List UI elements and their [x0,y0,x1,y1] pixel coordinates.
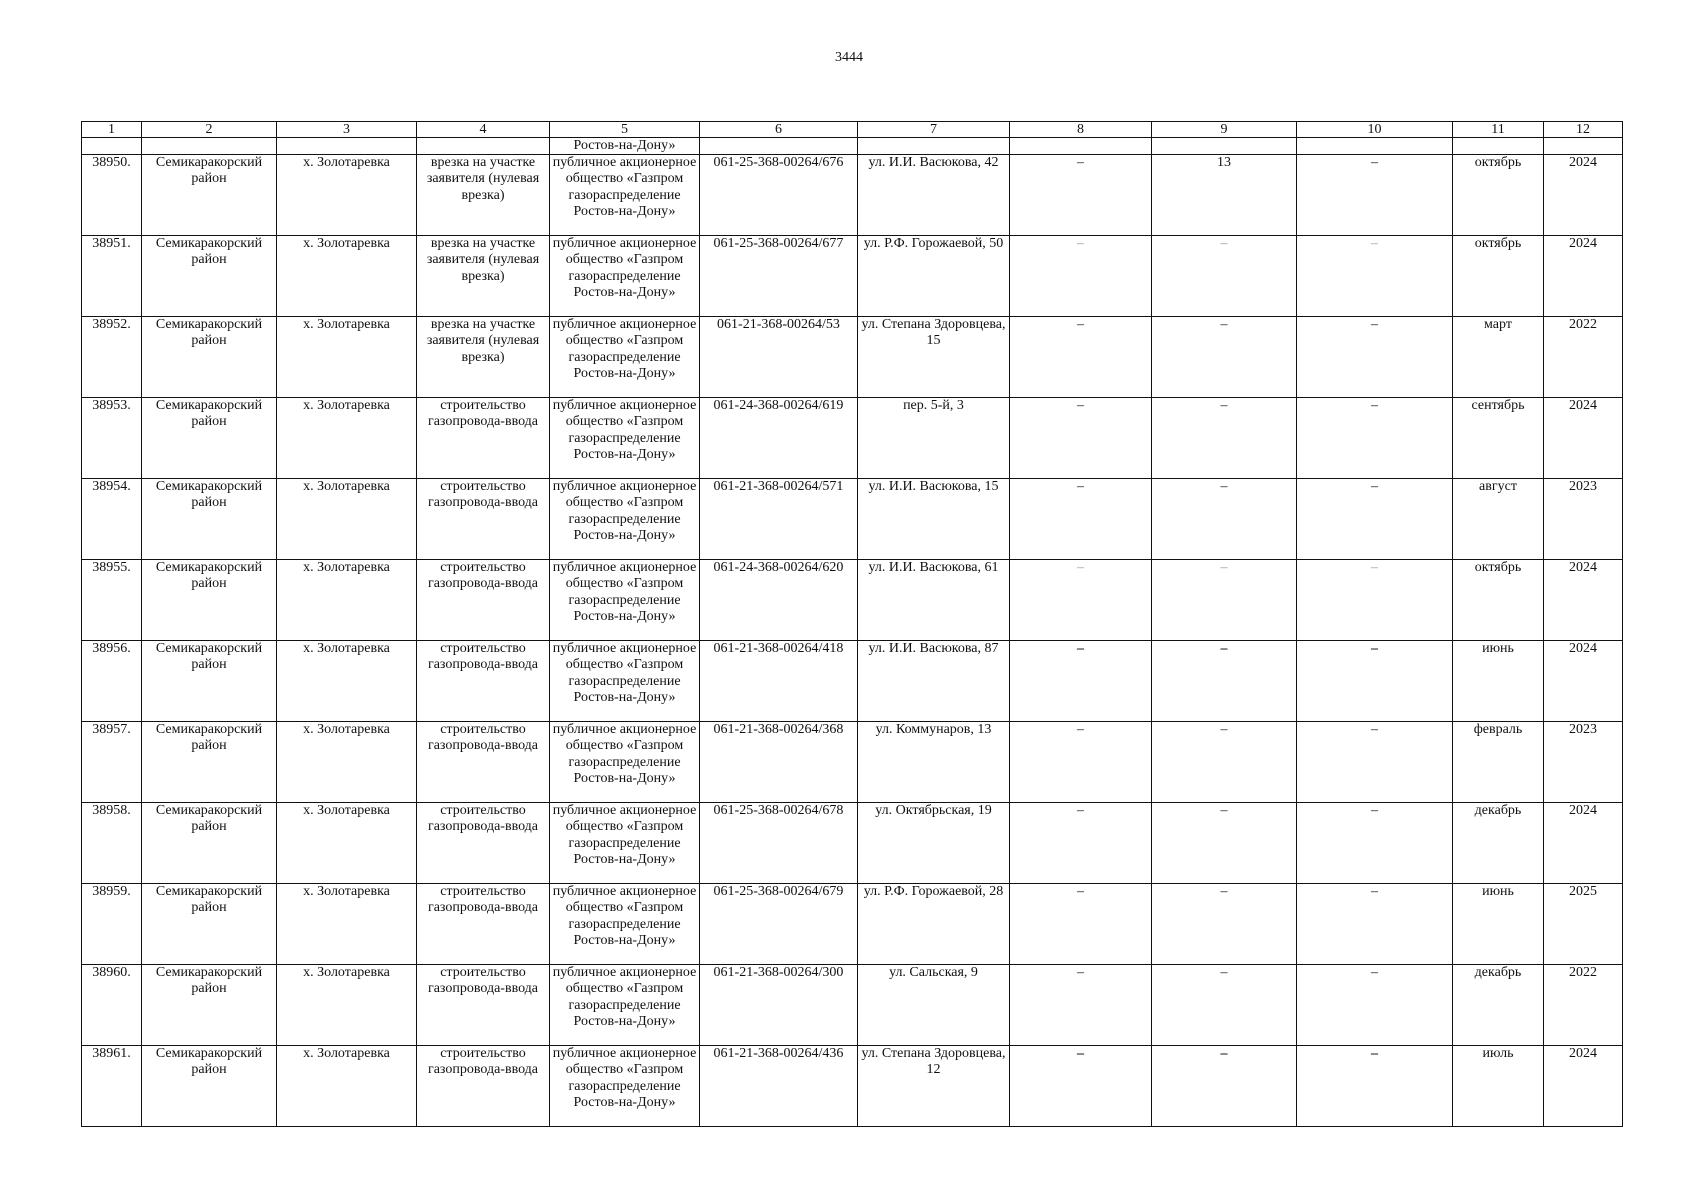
district-cell: Семикаракорский район [142,803,277,884]
address-cell: ул. Степана Здоровцева, 15 [858,317,1010,398]
code-cell: 061-24-368-00264/620 [700,560,858,641]
district-cell: Семикаракорский район [142,398,277,479]
row-number-cell: 38958. [82,803,142,884]
settlement-cell: х. Золотаревка [277,398,417,479]
col10-cell: – [1297,722,1453,803]
district-cell: Семикаракорский район [142,884,277,965]
year-cell: 2024 [1544,560,1623,641]
district-cell: Семикаракорский район [142,560,277,641]
table-row [82,641,1623,722]
code-cell: 061-21-368-00264/53 [700,317,858,398]
col8-cell: – [1010,1046,1152,1127]
row-number-cell: 38956. [82,641,142,722]
column-header: 4 [417,122,550,138]
row-number-cell: 38953. [82,398,142,479]
column-header: 12 [1544,122,1623,138]
address-cell: ул. И.И. Васюкова, 87 [858,641,1010,722]
code-cell: 061-21-368-00264/436 [700,1046,858,1127]
code-cell: 061-24-368-00264/619 [700,398,858,479]
work-type-cell: строительство газопровода-ввода [417,398,550,479]
work-type-cell: строительство газопровода-ввода [417,722,550,803]
row-number-cell: 38951. [82,236,142,317]
district-cell: Семикаракорский район [142,965,277,1046]
col10-cell: – [1297,317,1453,398]
year-cell: 2024 [1544,803,1623,884]
settlement-cell: х. Золотаревка [277,641,417,722]
owner-cell: публичное акционерное общество «Газпром газораспределение Ростов-на-Дону» [550,884,700,965]
row-number-cell: 38950. [82,155,142,236]
settlement-cell: х. Золотаревка [277,236,417,317]
page-number: 3444 [835,50,863,65]
settlement-cell: х. Золотаревка [277,803,417,884]
row-number-cell: 38961. [82,1046,142,1127]
col10-cell: – [1297,803,1453,884]
owner-cell: публичное акционерное общество «Газпром газораспределение Ростов-на-Дону» [550,317,700,398]
col9-cell: – [1152,236,1297,317]
district-cell: Семикаракорский район [142,1046,277,1127]
table-row [82,398,1623,479]
address-cell: ул. И.И. Васюкова, 15 [858,479,1010,560]
col10-cell: – [1297,884,1453,965]
owner-cell: публичное акционерное общество «Газпром газораспределение Ростов-на-Дону» [550,560,700,641]
owner-cell: публичное акционерное общество «Газпром газораспределение Ростов-на-Дону» [550,722,700,803]
column-number-row [82,122,1623,138]
month-cell: декабрь [1453,965,1544,1046]
code-cell: 061-25-368-00264/677 [700,236,858,317]
settlement-cell: х. Золотаревка [277,965,417,1046]
year-cell: 2024 [1544,398,1623,479]
col9-cell: – [1152,560,1297,641]
settlement-cell: х. Золотаревка [277,1046,417,1127]
col10-cell: – [1297,155,1453,236]
col8-cell: – [1010,317,1152,398]
address-cell: ул. Сальская, 9 [858,965,1010,1046]
month-cell: март [1453,317,1544,398]
settlement-cell: х. Золотаревка [277,155,417,236]
work-type-cell: строительство газопровода-ввода [417,965,550,1046]
owner-cell: публичное акционерное общество «Газпром газораспределение Ростов-на-Дону» [550,155,700,236]
settlement-cell: х. Золотаревка [277,317,417,398]
code-cell: 061-25-368-00264/676 [700,155,858,236]
district-cell: Семикаракорский район [142,236,277,317]
month-cell: июль [1453,1046,1544,1127]
col8-cell: – [1010,479,1152,560]
year-cell: 2022 [1544,965,1623,1046]
table-row [82,884,1623,965]
continuation-cell: Ростов-на-Дону» [550,138,700,155]
col9-cell: – [1152,398,1297,479]
col10-cell: – [1297,398,1453,479]
owner-cell: публичное акционерное общество «Газпром газораспределение Ростов-на-Дону» [550,479,700,560]
table-row [82,236,1623,317]
row-number-cell: 38960. [82,965,142,1046]
table-row [82,803,1623,884]
column-header: 10 [1297,122,1453,138]
owner-cell: публичное акционерное общество «Газпром газораспределение Ростов-на-Дону» [550,1046,700,1127]
row-number-cell: 38959. [82,884,142,965]
address-cell: ул. Степана Здоровцева, 12 [858,1046,1010,1127]
row-number-cell: 38955. [82,560,142,641]
year-cell: 2024 [1544,155,1623,236]
col9-cell: – [1152,965,1297,1046]
column-header: 3 [277,122,417,138]
col8-cell: – [1010,236,1152,317]
col9-cell: – [1152,317,1297,398]
registry-body [82,138,1623,1127]
row-number-cell: 38952. [82,317,142,398]
work-type-cell: строительство газопровода-ввода [417,560,550,641]
table-row [82,560,1623,641]
address-cell: ул. Коммунаров, 13 [858,722,1010,803]
work-type-cell: врезка на участке заявителя (нулевая врезка) [417,236,550,317]
work-type-cell: строительство газопровода-ввода [417,641,550,722]
address-cell: ул. И.И. Васюкова, 61 [858,560,1010,641]
work-type-cell: строительство газопровода-ввода [417,479,550,560]
work-type-cell: строительство газопровода-ввода [417,884,550,965]
col9-cell: – [1152,479,1297,560]
column-header: 6 [700,122,858,138]
col8-cell: – [1010,803,1152,884]
col9-cell: – [1152,641,1297,722]
district-cell: Семикаракорский район [142,479,277,560]
work-type-cell: строительство газопровода-ввода [417,1046,550,1127]
owner-cell: публичное акционерное общество «Газпром газораспределение Ростов-на-Дону» [550,236,700,317]
col9-cell: – [1152,884,1297,965]
col8-cell: – [1010,722,1152,803]
table-row [82,479,1623,560]
month-cell: июнь [1453,884,1544,965]
year-cell: 2024 [1544,641,1623,722]
month-cell: июнь [1453,641,1544,722]
month-cell: октябрь [1453,560,1544,641]
district-cell: Семикаракорский район [142,155,277,236]
col9-cell: – [1152,722,1297,803]
table-row [82,722,1623,803]
col9-cell: – [1152,1046,1297,1127]
year-cell: 2024 [1544,236,1623,317]
district-cell: Семикаракорский район [142,317,277,398]
district-cell: Семикаракорский район [142,722,277,803]
month-cell: август [1453,479,1544,560]
address-cell: ул. Октябрьская, 19 [858,803,1010,884]
row-number-cell: 38954. [82,479,142,560]
code-cell: 061-25-368-00264/678 [700,803,858,884]
work-type-cell: строительство газопровода-ввода [417,803,550,884]
address-cell: ул. Р.Ф. Горожаевой, 50 [858,236,1010,317]
column-header: 11 [1453,122,1544,138]
table-row [82,155,1623,236]
owner-cell: публичное акционерное общество «Газпром газораспределение Ростов-на-Дону» [550,641,700,722]
month-cell: февраль [1453,722,1544,803]
month-cell: октябрь [1453,155,1544,236]
col8-cell: – [1010,641,1152,722]
owner-cell: публичное акционерное общество «Газпром газораспределение Ростов-на-Дону» [550,965,700,1046]
col9-cell: 13 [1152,155,1297,236]
col10-cell: – [1297,479,1453,560]
code-cell: 061-21-368-00264/368 [700,722,858,803]
settlement-cell: х. Золотаревка [277,884,417,965]
month-cell: декабрь [1453,803,1544,884]
settlement-cell: х. Золотаревка [277,479,417,560]
settlement-cell: х. Золотаревка [277,722,417,803]
month-cell: октябрь [1453,236,1544,317]
settlement-cell: х. Золотаревка [277,560,417,641]
col10-cell: – [1297,641,1453,722]
year-cell: 2023 [1544,722,1623,803]
code-cell: 061-21-368-00264/300 [700,965,858,1046]
code-cell: 061-25-368-00264/679 [700,884,858,965]
col10-cell: – [1297,236,1453,317]
col10-cell: – [1297,1046,1453,1127]
table-row [82,317,1623,398]
col8-cell: – [1010,560,1152,641]
row-number-cell: 38957. [82,722,142,803]
year-cell: 2022 [1544,317,1623,398]
address-cell: ул. Р.Ф. Горожаевой, 28 [858,884,1010,965]
column-header: 1 [82,122,142,138]
col10-cell: – [1297,965,1453,1046]
work-type-cell: врезка на участке заявителя (нулевая врезка) [417,317,550,398]
code-cell: 061-21-368-00264/571 [700,479,858,560]
year-cell: 2025 [1544,884,1623,965]
year-cell: 2023 [1544,479,1623,560]
address-cell: ул. И.И. Васюкова, 42 [858,155,1010,236]
continuation-row [82,138,1623,155]
address-cell: пер. 5-й, 3 [858,398,1010,479]
table-row [82,965,1623,1046]
column-header: 9 [1152,122,1297,138]
column-header: 8 [1010,122,1152,138]
table-row [82,1046,1623,1127]
col8-cell: – [1010,884,1152,965]
year-cell: 2024 [1544,1046,1623,1127]
column-header: 7 [858,122,1010,138]
month-cell: сентябрь [1453,398,1544,479]
col10-cell: – [1297,560,1453,641]
registry-table [81,121,1623,1127]
col8-cell: – [1010,398,1152,479]
work-type-cell: врезка на участке заявителя (нулевая врезка) [417,155,550,236]
col8-cell: – [1010,155,1152,236]
col9-cell: – [1152,803,1297,884]
district-cell: Семикаракорский район [142,641,277,722]
col8-cell: – [1010,965,1152,1046]
code-cell: 061-21-368-00264/418 [700,641,858,722]
column-header: 2 [142,122,277,138]
owner-cell: публичное акционерное общество «Газпром газораспределение Ростов-на-Дону» [550,398,700,479]
column-header: 5 [550,122,700,138]
owner-cell: публичное акционерное общество «Газпром газораспределение Ростов-на-Дону» [550,803,700,884]
